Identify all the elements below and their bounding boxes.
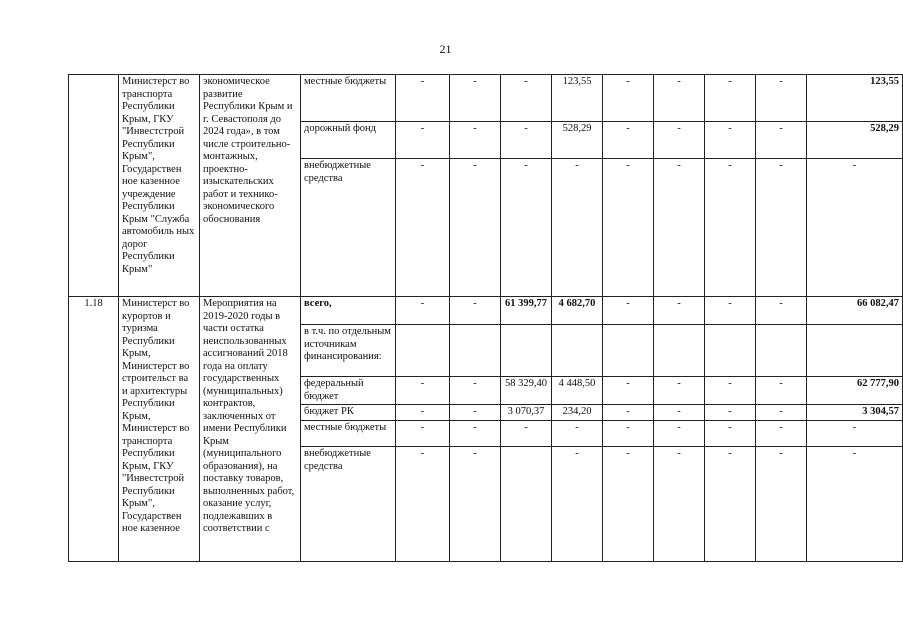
value-cell — [603, 325, 654, 377]
value-cell: - — [450, 122, 501, 159]
value-cell: - — [654, 447, 705, 562]
value-cell: - — [450, 405, 501, 421]
value-cell: - — [756, 405, 807, 421]
value-cell: - — [450, 421, 501, 447]
total-cell: 528,29 — [807, 122, 903, 159]
value-cell: - — [450, 297, 501, 325]
total-cell: - — [807, 421, 903, 447]
value-cell: - — [450, 377, 501, 405]
responsible-executor-cell: Министерст во курортов и туризма Республики Крым, Министерст во строительст ва и архитектуры Республики Крым, Министерст во транспорта Республики Крым, ГКУ "Инвестстрой Республики Крым", Государствен ное казенное — [119, 297, 200, 562]
value-cell: - — [756, 447, 807, 562]
value-cell: - — [552, 421, 603, 447]
funding-source-cell: местные бюджеты — [301, 421, 396, 447]
value-cell: - — [603, 405, 654, 421]
value-cell: - — [756, 159, 807, 297]
value-cell: - — [396, 297, 450, 325]
total-cell: - — [807, 159, 903, 297]
value-cell: - — [756, 122, 807, 159]
budget-table — [68, 74, 903, 562]
value-cell: - — [705, 159, 756, 297]
value-cell: - — [603, 447, 654, 562]
responsible-executor-cell: Министерст во транспорта Республики Крым, ГКУ "Инвестстрой Республики Крым", Государствен ное казенное учреждение Республики Крым "Служба автомобиль ных дорог Республики Крым" — [119, 75, 200, 297]
value-cell: - — [705, 421, 756, 447]
value-cell: 3 070,37 — [501, 405, 552, 421]
value-cell: - — [603, 377, 654, 405]
value-cell: - — [756, 75, 807, 122]
value-cell: - — [603, 75, 654, 122]
value-cell: - — [654, 297, 705, 325]
funding-source-cell: в т.ч. по отдельным источникам финансирования: — [301, 325, 396, 377]
funding-source-cell: дорожный фонд — [301, 122, 396, 159]
value-cell: - — [603, 159, 654, 297]
value-cell: 4 682,70 — [552, 297, 603, 325]
funding-source-cell: местные бюджеты — [301, 75, 396, 122]
value-cell: - — [654, 75, 705, 122]
value-cell: - — [396, 447, 450, 562]
table-row — [69, 75, 903, 122]
value-cell: 528,29 — [552, 122, 603, 159]
value-cell: - — [603, 122, 654, 159]
measure-description-cell: экономическое развитие Республики Крым и г. Севастополя до 2024 года», в том числе строительно-монтажных, проектно-изыскательских работ и технико-экономического обоснования — [200, 75, 301, 297]
value-cell: 58 329,40 — [501, 377, 552, 405]
value-cell: - — [450, 75, 501, 122]
total-cell: 123,55 — [807, 75, 903, 122]
value-cell: - — [705, 122, 756, 159]
total-cell: 62 777,90 — [807, 377, 903, 405]
value-cell: - — [756, 297, 807, 325]
value-cell: - — [501, 75, 552, 122]
total-cell — [807, 325, 903, 377]
value-cell: - — [705, 75, 756, 122]
value-cell: - — [450, 447, 501, 562]
value-cell — [756, 325, 807, 377]
value-cell: 234,20 — [552, 405, 603, 421]
page-number: 21 — [439, 42, 452, 56]
value-cell: - — [654, 122, 705, 159]
value-cell: - — [396, 405, 450, 421]
value-cell: - — [501, 421, 552, 447]
value-cell — [450, 325, 501, 377]
funding-source-cell: всего, — [301, 297, 396, 325]
value-cell: - — [501, 159, 552, 297]
value-cell: - — [705, 297, 756, 325]
value-cell: - — [603, 297, 654, 325]
total-cell: - — [807, 447, 903, 562]
value-cell: - — [552, 159, 603, 297]
funding-source-cell: федеральный бюджет — [301, 377, 396, 405]
value-cell: - — [396, 75, 450, 122]
value-cell: - — [756, 377, 807, 405]
value-cell: - — [705, 447, 756, 562]
value-cell: - — [654, 377, 705, 405]
value-cell — [501, 447, 552, 562]
value-cell: - — [552, 447, 603, 562]
value-cell: - — [705, 405, 756, 421]
value-cell — [501, 325, 552, 377]
value-cell: - — [654, 405, 705, 421]
value-cell — [552, 325, 603, 377]
value-cell: - — [501, 122, 552, 159]
value-cell: - — [654, 159, 705, 297]
value-cell: - — [396, 122, 450, 159]
total-cell: 3 304,57 — [807, 405, 903, 421]
value-cell — [705, 325, 756, 377]
value-cell: - — [450, 159, 501, 297]
value-cell: - — [396, 421, 450, 447]
row-number-cell: 1.18 — [69, 297, 119, 562]
value-cell: - — [705, 377, 756, 405]
funding-source-cell: внебюджетные средства — [301, 159, 396, 297]
value-cell: 61 399,77 — [501, 297, 552, 325]
table-row — [69, 297, 903, 325]
value-cell — [654, 325, 705, 377]
funding-source-cell: бюджет РК — [301, 405, 396, 421]
value-cell: - — [396, 377, 450, 405]
value-cell: - — [756, 421, 807, 447]
value-cell: 4 448,50 — [552, 377, 603, 405]
value-cell: - — [396, 159, 450, 297]
value-cell: - — [603, 421, 654, 447]
value-cell: - — [654, 421, 705, 447]
value-cell — [396, 325, 450, 377]
row-number-cell — [69, 75, 119, 297]
total-cell: 66 082,47 — [807, 297, 903, 325]
value-cell: 123,55 — [552, 75, 603, 122]
funding-source-cell: внебюджетные средства — [301, 447, 396, 562]
measure-description-cell: Мероприятия на 2019-2020 годы в части остатка неиспользованных ассигнований 2018 года на оплату государственных (муниципальных) контрактов, заключенных от имени Республики Крым (муниципального образования), на поставку товаров, выполненных работ, оказание услуг, подлежавших в соответствии с — [200, 297, 301, 562]
